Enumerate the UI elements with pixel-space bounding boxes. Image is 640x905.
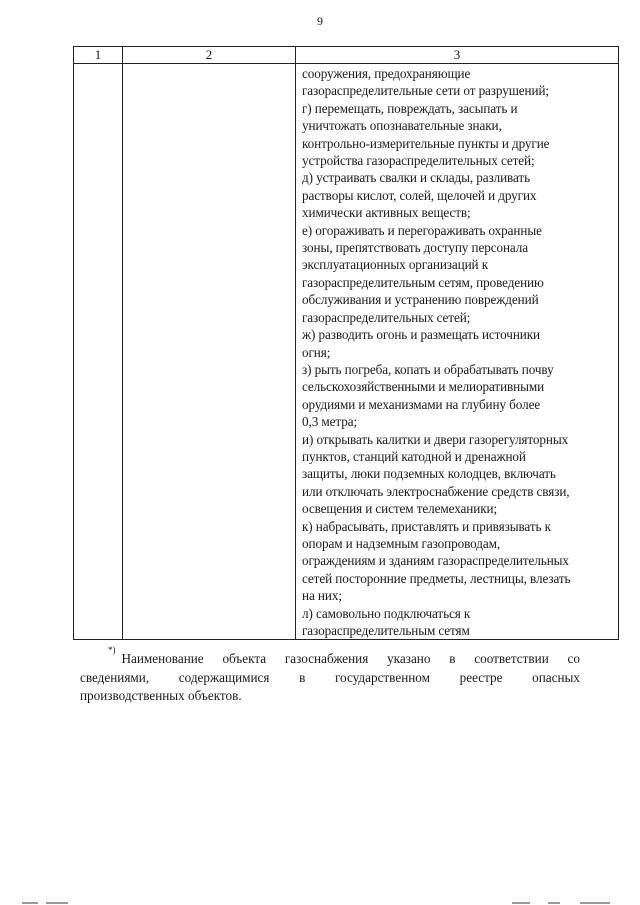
footnote-text-line-1: Наименование объекта газоснабжения указано в соответствии со [121, 651, 580, 666]
footnote-marker: *) [108, 645, 116, 655]
table-cell-col1 [74, 64, 123, 640]
text-line: или отключать электроснабжение средств связи, [302, 483, 570, 499]
footnote-text-line-3: производственных объектов. [80, 688, 242, 703]
text-line: газораспределительным сетям [302, 623, 470, 638]
text-line: орудиями и механизмами на глубину более [302, 396, 541, 412]
text-line: опорам и надземным газопроводам, [302, 535, 501, 551]
footnote-word: опасных [532, 669, 580, 685]
footnote-word: сведениями, [80, 669, 150, 685]
column-header-1: 1 [74, 47, 123, 64]
column-header-3: 3 [296, 47, 619, 64]
text-line: газораспределительным сетям, проведению [302, 274, 544, 290]
text-line: химически активных веществ; [302, 205, 471, 221]
text-line: 0,3 метра; [302, 414, 358, 430]
text-line: огня; [302, 344, 331, 360]
requirements-table [73, 46, 619, 640]
footnote-line-1 [80, 645, 580, 669]
text-line: е) огораживать и перегораживать охранные [302, 222, 542, 238]
column-header-2: 2 [123, 47, 296, 64]
table-cell-col3 [296, 64, 619, 640]
footnote-word: государственном [334, 669, 430, 685]
footnote-word: содержащимися [178, 669, 270, 685]
footnote-line-3 [80, 687, 580, 706]
page-number: 9 [317, 14, 323, 28]
text-line: к) набрасывать, приставлять и привязывать к [302, 518, 551, 534]
text-line: д) устраивать свалки и склады, разливать [302, 170, 530, 186]
text-line: пунктов, станций катодной и дренажной [302, 448, 526, 464]
footnote-word: в [299, 669, 306, 685]
text-line: ограждениям и зданиям газораспределительных [302, 553, 569, 569]
text-line: на них; [302, 588, 342, 604]
table-row [74, 64, 619, 640]
text-line: обслуживания и устранению повреждений [302, 292, 539, 308]
footnote-word: реестре [459, 669, 503, 685]
footnote-line-2 [80, 669, 580, 688]
text-line: г) перемещать, повреждать, засыпать и [302, 100, 518, 116]
footnote [80, 645, 580, 706]
text-line: ж) разводить огонь и размещать источники [302, 327, 541, 343]
text-line: сельскохозяйственными и мелиоративными [302, 379, 545, 395]
text-line: зоны, препятствовать доступу персонала [302, 240, 529, 256]
text-line: л) самовольно подключаться к [302, 605, 471, 621]
text-line: газораспределительных сетей; [302, 309, 471, 325]
text-line: защиты, люки подземных колодцев, включать [302, 466, 556, 482]
text-line: сетей посторонние предметы, лестницы, влезать [302, 570, 571, 586]
text-line: уничтожать опознавательные знаки, [302, 118, 502, 134]
text-line: эксплуатационных организаций к [302, 257, 489, 273]
text-line: сооружения, предохраняющие [302, 66, 471, 81]
text-line: з) рыть погреба, копать и обрабатывать почву [302, 361, 554, 377]
text-line: устройства газораспределительных сетей; [302, 153, 535, 169]
text-line: газораспределительные сети от разрушений; [302, 83, 549, 99]
text-line: растворы кислот, солей, щелочей и других [302, 187, 537, 203]
text-line: освещения и систем телемеханики; [302, 501, 498, 517]
prohibitions-text [296, 64, 618, 639]
text-line: контрольно-измерительные пункты и другие [302, 135, 550, 151]
table-cell-col2 [123, 64, 296, 640]
scan-artifact-marks [0, 899, 640, 905]
text-line: и) открывать калитки и двери газорегуляторных [302, 431, 569, 447]
table-header-row [74, 47, 619, 64]
